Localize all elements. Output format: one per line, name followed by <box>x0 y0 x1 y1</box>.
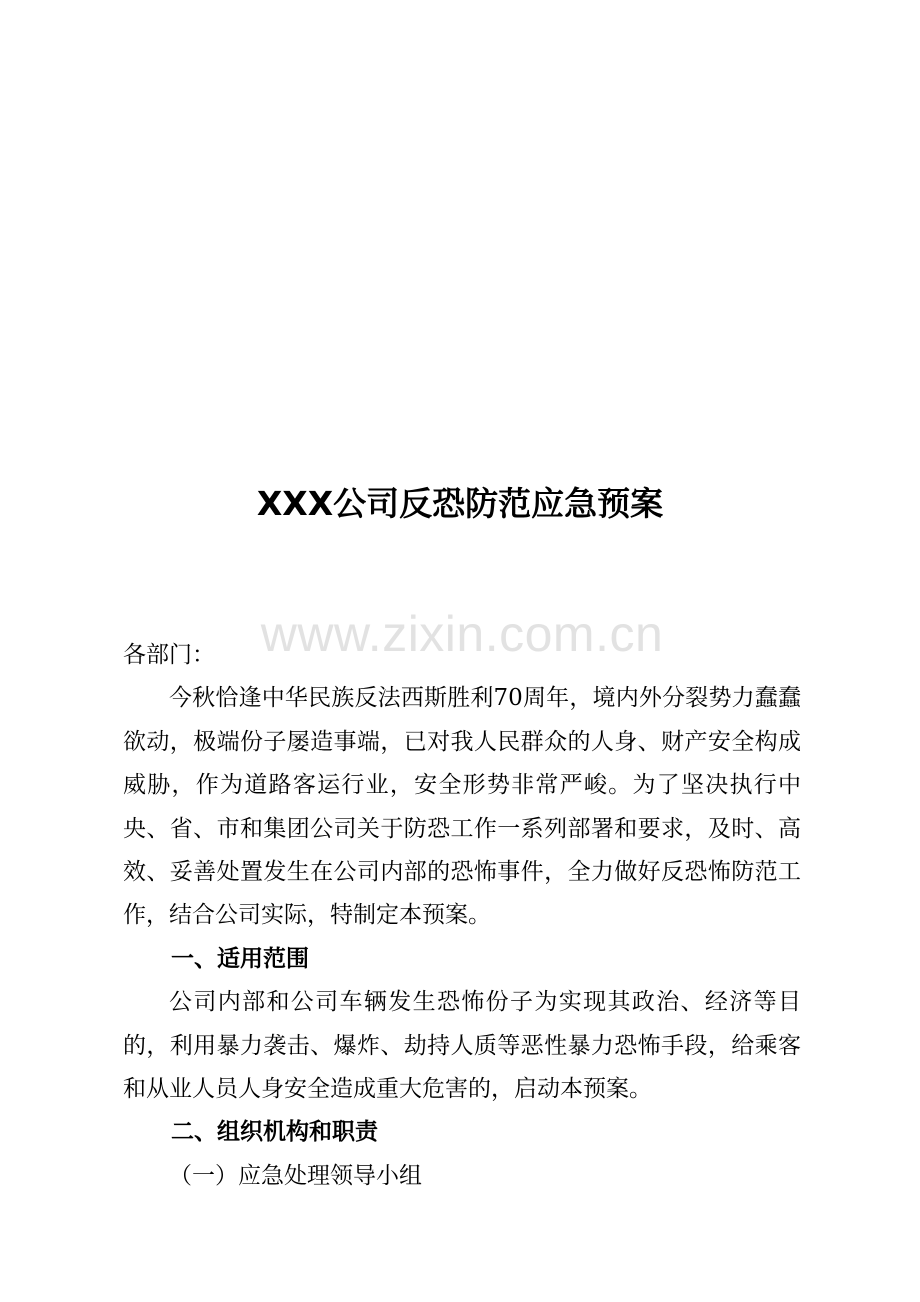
intro-paragraph: 今秋恰逢中华民族反法西斯胜利70周年，境内外分裂势力蠢蠢欲动，极端份子屡造事端，已对我人民群众的人身、财产安全构成威胁，作为道路客运行业，安全形势非常严峻。为了坚决执行中央、省、市和集团公司关于防恐工作一系列部署和要求，及时、高效、妥善处置发生在公司内部的恐怖事件，全力做好反恐怖防范工作，结合公司实际，特制定本预案。 <box>123 685 801 929</box>
watermark-text: www.zixin.com.cn <box>260 606 664 662</box>
document-body <box>123 634 801 1198</box>
scope-paragraph: 公司内部和公司车辆发生恐怖份子为实现其政治、经济等目的，利用暴力袭击、爆炸、劫持人质等恶性暴力恐怖手段，给乘客和从业人员人身安全造成重大危害的，启动本预案。 <box>123 989 801 1103</box>
document-title: XXX公司反恐防范应急预案 <box>256 484 664 523</box>
subsection-heading-leadership-group: （一）应急处理领导小组 <box>169 1162 422 1189</box>
section-heading-organization: 二、组织机构和职责 <box>171 1119 378 1146</box>
section-heading-scope: 一、适用范围 <box>171 945 309 972</box>
salutation: 各部门： <box>123 642 215 668</box>
